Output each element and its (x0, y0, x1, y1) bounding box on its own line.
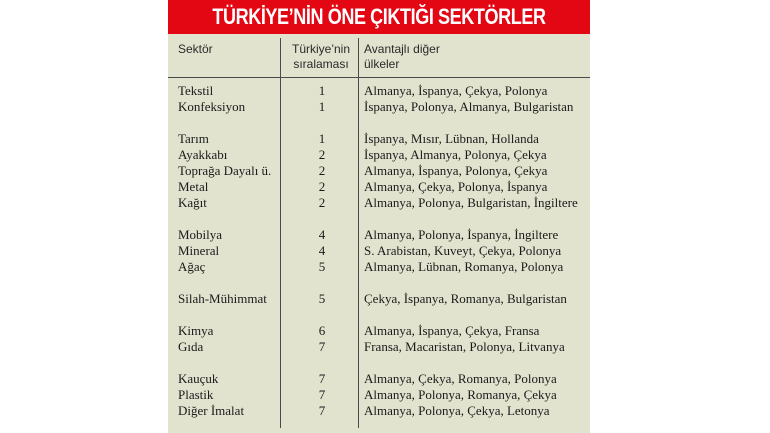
row-sector: Ağaç (178, 259, 206, 274)
column-divider-2 (358, 38, 359, 428)
row-rank: 4 (318, 227, 326, 242)
row-rank: 7 (318, 387, 326, 402)
row-countries: Almanya, İspanya, Çekya, Fransa (364, 323, 540, 338)
row-countries: İspanya, Almanya, Polonya, Çekya (364, 147, 547, 162)
title-banner (168, 0, 590, 34)
row-sector: Gıda (178, 339, 204, 354)
row-rank: 2 (318, 147, 326, 162)
row-sector: Kauçuk (178, 371, 219, 386)
header-countries: Avantajlı diğer ülkeler (364, 42, 440, 71)
row-rank: 5 (318, 291, 326, 306)
row-sector: Metal (178, 179, 209, 194)
row-sector: Tarım (178, 131, 209, 146)
row-countries: Fransa, Macaristan, Polonya, Litvanya (364, 339, 565, 354)
row-countries: Almanya, Çekya, Romanya, Polonya (364, 371, 557, 386)
row-rank: 5 (318, 259, 326, 274)
row-sector: Plastik (178, 387, 214, 402)
row-sector: Diğer İmalat (178, 403, 245, 418)
row-sector: Konfeksiyon (178, 99, 246, 114)
row-rank: 7 (318, 371, 326, 386)
row-countries: Almanya, Lübnan, Romanya, Polonya (364, 259, 564, 274)
column-divider-1 (280, 38, 281, 428)
row-rank: 1 (318, 131, 326, 146)
row-sector: Tekstil (178, 83, 214, 98)
row-countries: S. Arabistan, Kuveyt, Çekya, Polonya (364, 243, 562, 258)
row-countries: Almanya, Polonya, Bulgaristan, İngiltere (364, 195, 578, 210)
header-rank: Türkiye’nin sıralaması (291, 42, 351, 71)
title: TÜRKİYE’NİN ÖNE ÇIKTIĞI SEKTÖRLER (206, 0, 552, 34)
row-countries: Çekya, İspanya, Romanya, Bulgaristan (364, 291, 567, 306)
row-rank: 1 (318, 99, 326, 114)
row-rank: 7 (318, 403, 326, 418)
row-sector: Kağıt (178, 195, 207, 210)
row-countries: Almanya, İspanya, Çekya, Polonya (364, 83, 548, 98)
row-rank: 2 (318, 163, 326, 178)
row-rank: 4 (318, 243, 326, 258)
row-rank: 1 (318, 83, 326, 98)
row-countries: Almanya, Çekya, Polonya, İspanya (364, 179, 548, 194)
row-countries: Almanya, Polonya, Çekya, Letonya (364, 403, 550, 418)
row-rank: 6 (318, 323, 326, 338)
row-countries: Almanya, Polonya, İspanya, İngiltere (364, 227, 559, 242)
row-countries: İspanya, Mısır, Lübnan, Hollanda (364, 131, 539, 146)
header-divider (168, 77, 590, 78)
row-rank: 2 (318, 179, 326, 194)
row-countries: İspanya, Polonya, Almanya, Bulgaristan (364, 99, 574, 114)
row-countries: Almanya, Polonya, Romanya, Çekya (364, 387, 557, 402)
row-rank: 7 (318, 339, 326, 354)
header-sector: Sektör (178, 42, 213, 56)
infographic-panel (168, 0, 590, 433)
row-sector: Toprağa Dayalı ü. (178, 163, 272, 178)
row-sector: Kimya (178, 323, 214, 338)
row-sector: Ayakkabı (178, 147, 228, 162)
row-sector: Mineral (178, 243, 220, 258)
row-countries: Almanya, İspanya, Polonya, Çekya (364, 163, 548, 178)
row-sector: Mobilya (178, 227, 223, 242)
row-sector: Silah-Mühimmat (178, 291, 267, 306)
row-rank: 2 (318, 195, 326, 210)
